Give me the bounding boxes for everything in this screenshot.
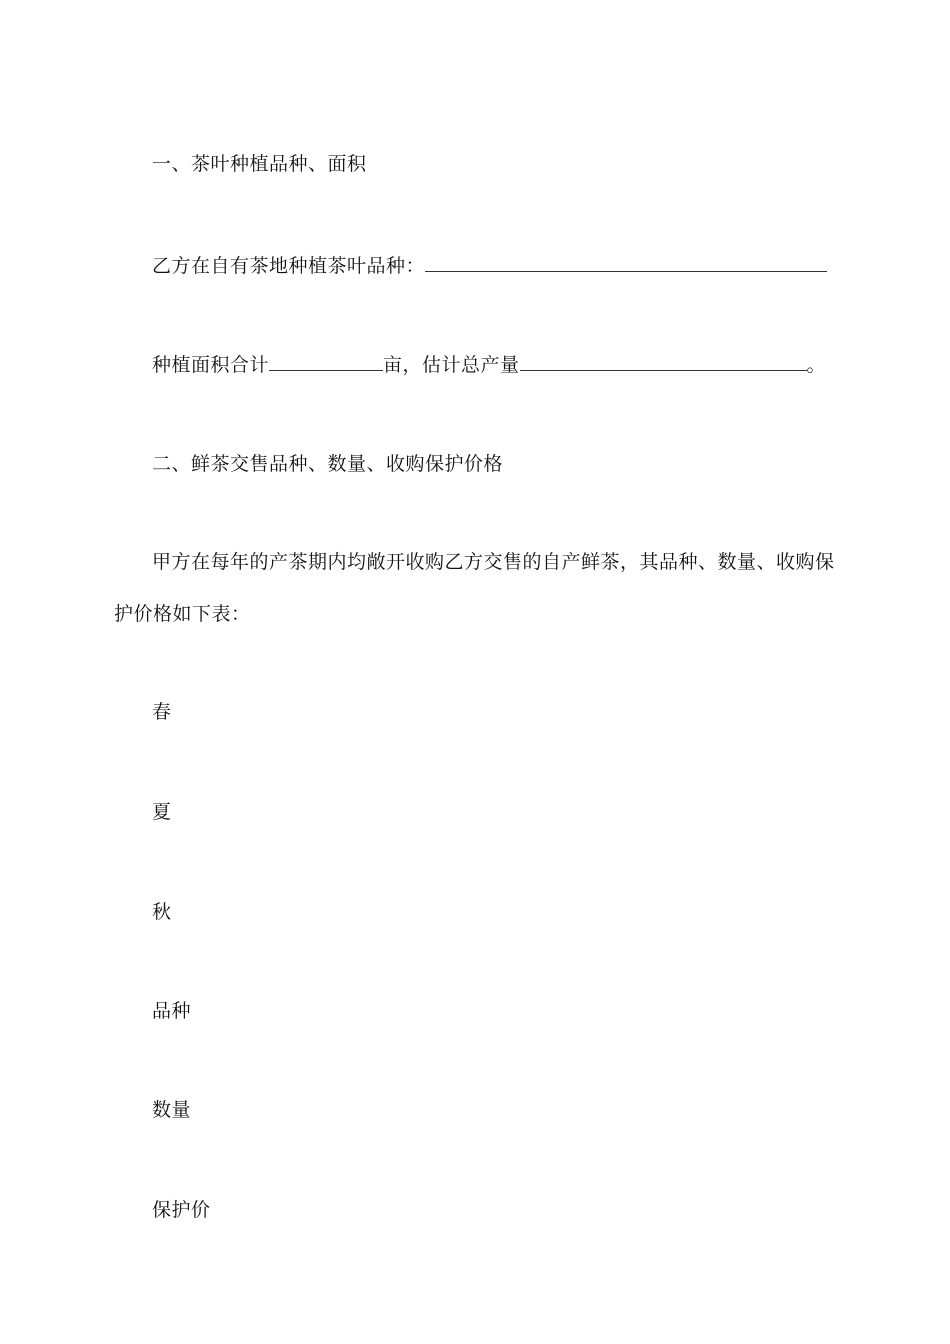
area-label: 种植面积合计: [152, 354, 270, 376]
area-end: 。: [806, 354, 827, 376]
yield-blank[interactable]: [520, 352, 807, 371]
section1-heading: 一、茶叶种植品种、面积: [152, 153, 367, 175]
table-item-summer: 夏: [152, 801, 172, 823]
table-item-quantity: 数量: [152, 1099, 192, 1121]
table-item-autumn: 秋: [152, 901, 172, 923]
variety-label: 乙方在自有茶地种植茶叶品种：: [152, 255, 426, 277]
table-item-spring: 春: [152, 701, 172, 723]
area-line: [152, 352, 826, 377]
section2-heading: 二、鲜茶交售品种、数量、收购保护价格: [152, 453, 504, 475]
area-unit: 亩，估计总产量: [383, 354, 520, 376]
table-item-protect-price: 保护价: [152, 1199, 211, 1221]
section2-paragraph-line1: 甲方在每年的产茶期内均敞开收购乙方交售的自产鲜茶，其品种、数量、收购保: [152, 551, 835, 573]
variety-line: [152, 253, 827, 278]
variety-blank[interactable]: [425, 253, 827, 272]
section2-paragraph-line2: 护价格如下表：: [114, 603, 251, 625]
area-blank[interactable]: [269, 352, 383, 371]
table-item-variety: 品种: [152, 1000, 192, 1022]
